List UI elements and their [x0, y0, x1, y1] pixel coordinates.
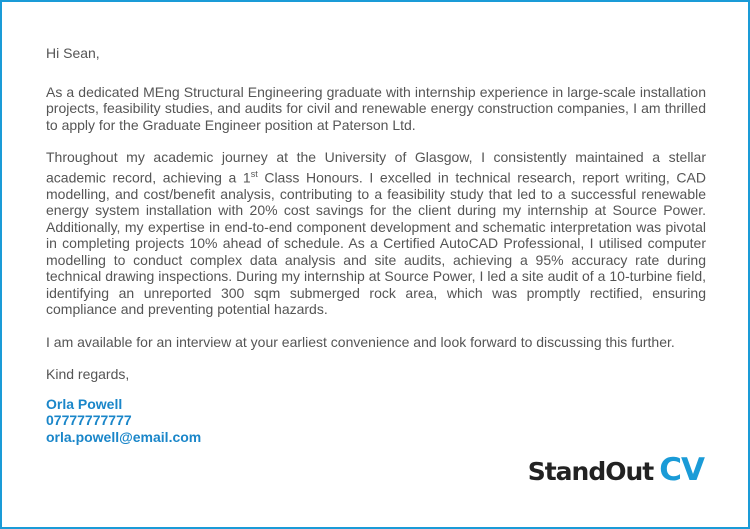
signature-phone: 07777777777: [46, 412, 132, 429]
standout-cv-logo: [528, 452, 704, 488]
greeting: Hi Sean,: [46, 45, 100, 61]
logo-cv: CV: [659, 452, 704, 488]
paragraph-experience-part1: Throughout my academic journey at the University of Glasgow, I consistently maintained a stellar academic record, achieving a 1: [46, 149, 706, 186]
signature-email: orla.powell@email.com: [46, 428, 202, 445]
sign-off: Kind regards,: [46, 366, 130, 383]
paragraph-experience-part2: Class Honours. I excelled in technical research, report writing, CAD modelling, and cost/benefit analysis, contributing to a feasibility study that led to a successful renewable energy system installation with 20% cost savings for the client during my internship at Source Power. Additionally, my expertise in end-to-end component development and schematic interpretation was pivotal in completing projects 10% ahead of schedule. As a Certified AutoCAD Professional, I utilised computer modelling to conduct complex data analysis and site audits, achieving a 95% accuracy rate during technical drawing inspections. During my internship at Source Power, I led a site audit of a 10-turbine field, identifying an unreported 300 sqm submerged rock area, which was promptly rectified, ensuring compliance and preventing potential hazards.: [46, 169, 706, 318]
paragraph-intro: As a dedicated MEng Structural Engineering graduate with internship experience in large-scale installation projects, feasibility studies, and audits for civil and renewable energy construction companies, I am thrilled to apply for the Graduate Engineer position at Paterson Ltd.: [46, 83, 706, 133]
logo-wordmark: StandOut: [527, 457, 654, 486]
paragraph-experience: [46, 149, 706, 318]
paragraph-closing: I am available for an interview at your earliest convenience and look forward to discussing this further.: [46, 333, 675, 350]
cover-letter: [46, 45, 706, 445]
signature-name: Orla Powell: [46, 395, 123, 412]
superscript-st: st: [250, 168, 258, 179]
